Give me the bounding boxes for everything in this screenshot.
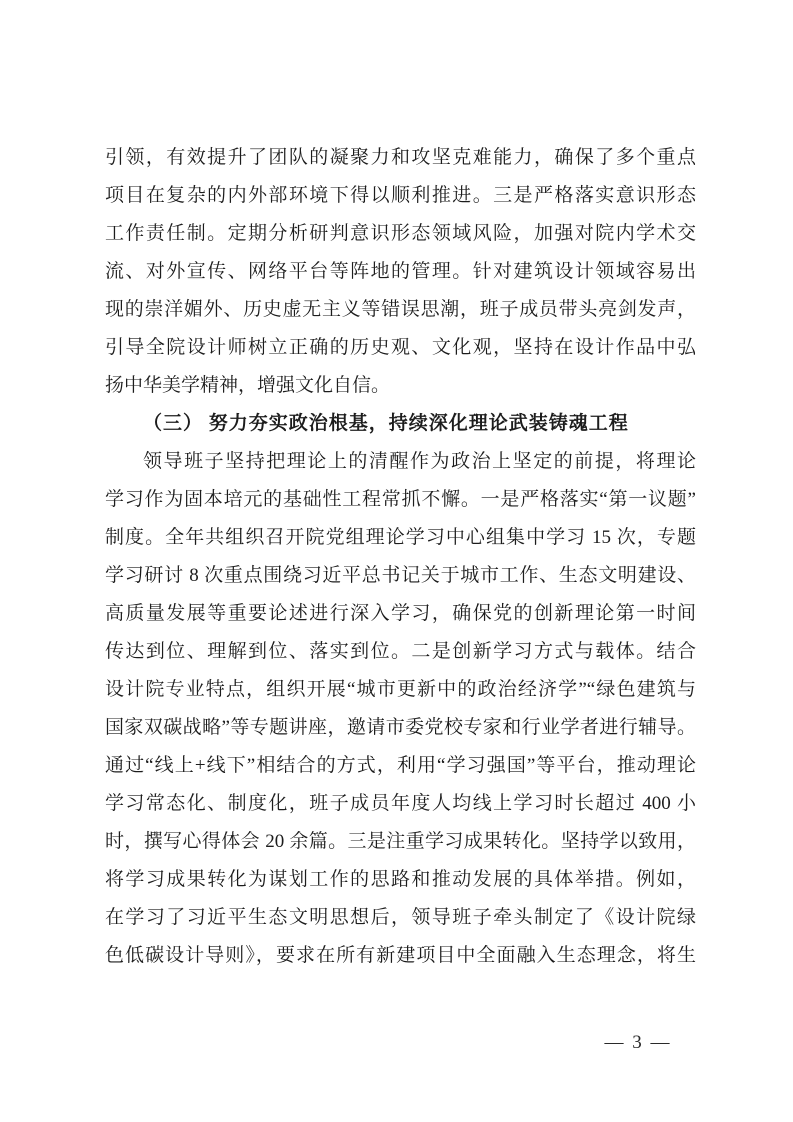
text-line: 高质量发展等重要论述进行深入学习，确保党的创新理论第一时间 <box>105 603 696 624</box>
text-line: 扬中华美学精神，增强文化自信。 <box>105 375 391 396</box>
text-line: 将学习成果转化为谋划工作的思路和推动发展的具体举措。例如， <box>105 869 696 890</box>
text-line: 制度。全年共组织召开院党组理论学习中心组集中学习 15 次，专题 <box>105 527 696 548</box>
text-line: 在学习了习近平生态文明思想后，领导班子牵头制定了《设计院绿 <box>105 907 696 928</box>
text-line: 引领，有效提升了团队的凝聚力和攻坚克难能力，确保了多个重点 <box>105 147 696 168</box>
text-line: 学习常态化、制度化，班子成员年度人均线上学习时长超过 400 小 <box>105 793 696 814</box>
text-line: 色低碳设计导则》，要求在所有新建项目中全面融入生态理念，将生 <box>105 945 696 966</box>
text-line: 项目在复杂的内外部环境下得以顺利推进。三是严格落实意识形态 <box>105 185 696 206</box>
text-line: 传达到位、理解到位、落实到位。二是创新学习方式与载体。结合 <box>105 641 696 662</box>
page-number: — 3 — <box>604 1032 672 1053</box>
text-line: 通过“线上+线下”相结合的方式，利用“学习强国”等平台，推动理论 <box>105 755 696 776</box>
text-line: 学习作为固本培元的基础性工程常抓不懈。一是严格落实“第一议题” <box>105 489 696 510</box>
text-line: 流、对外宣传、网络平台等阵地的管理。针对建筑设计领域容易出 <box>105 261 696 282</box>
text-line: 学习研讨 8 次重点围绕习近平总书记关于城市工作、生态文明建设、 <box>105 565 696 586</box>
text-line: 时，撰写心得体会 20 余篇。三是注重学习成果转化。坚持学以致用， <box>105 831 696 852</box>
text-line: 现的崇洋媚外、历史虚无主义等错误思潮，班子成员带头亮剑发声， <box>105 299 696 320</box>
text-line: 设计院专业特点，组织开展“城市更新中的政治经济学”“绿色建筑与 <box>105 679 696 700</box>
document-body <box>105 139 696 975</box>
text-line: 引导全院设计师树立正确的历史观、文化观，坚持在设计作品中弘 <box>105 337 696 358</box>
section-heading: （三） 努力夯实政治根基，持续深化理论武装铸魂工程 <box>143 413 629 434</box>
text-line: 领导班子坚持把理论上的清醒作为政治上坚定的前提，将理论 <box>143 451 696 472</box>
text-line: 工作责任制。定期分析研判意识形态领域风险，加强对院内学术交 <box>105 223 696 244</box>
text-line: 国家双碳战略”等专题讲座，邀请市委党校专家和行业学者进行辅导。 <box>105 717 696 738</box>
